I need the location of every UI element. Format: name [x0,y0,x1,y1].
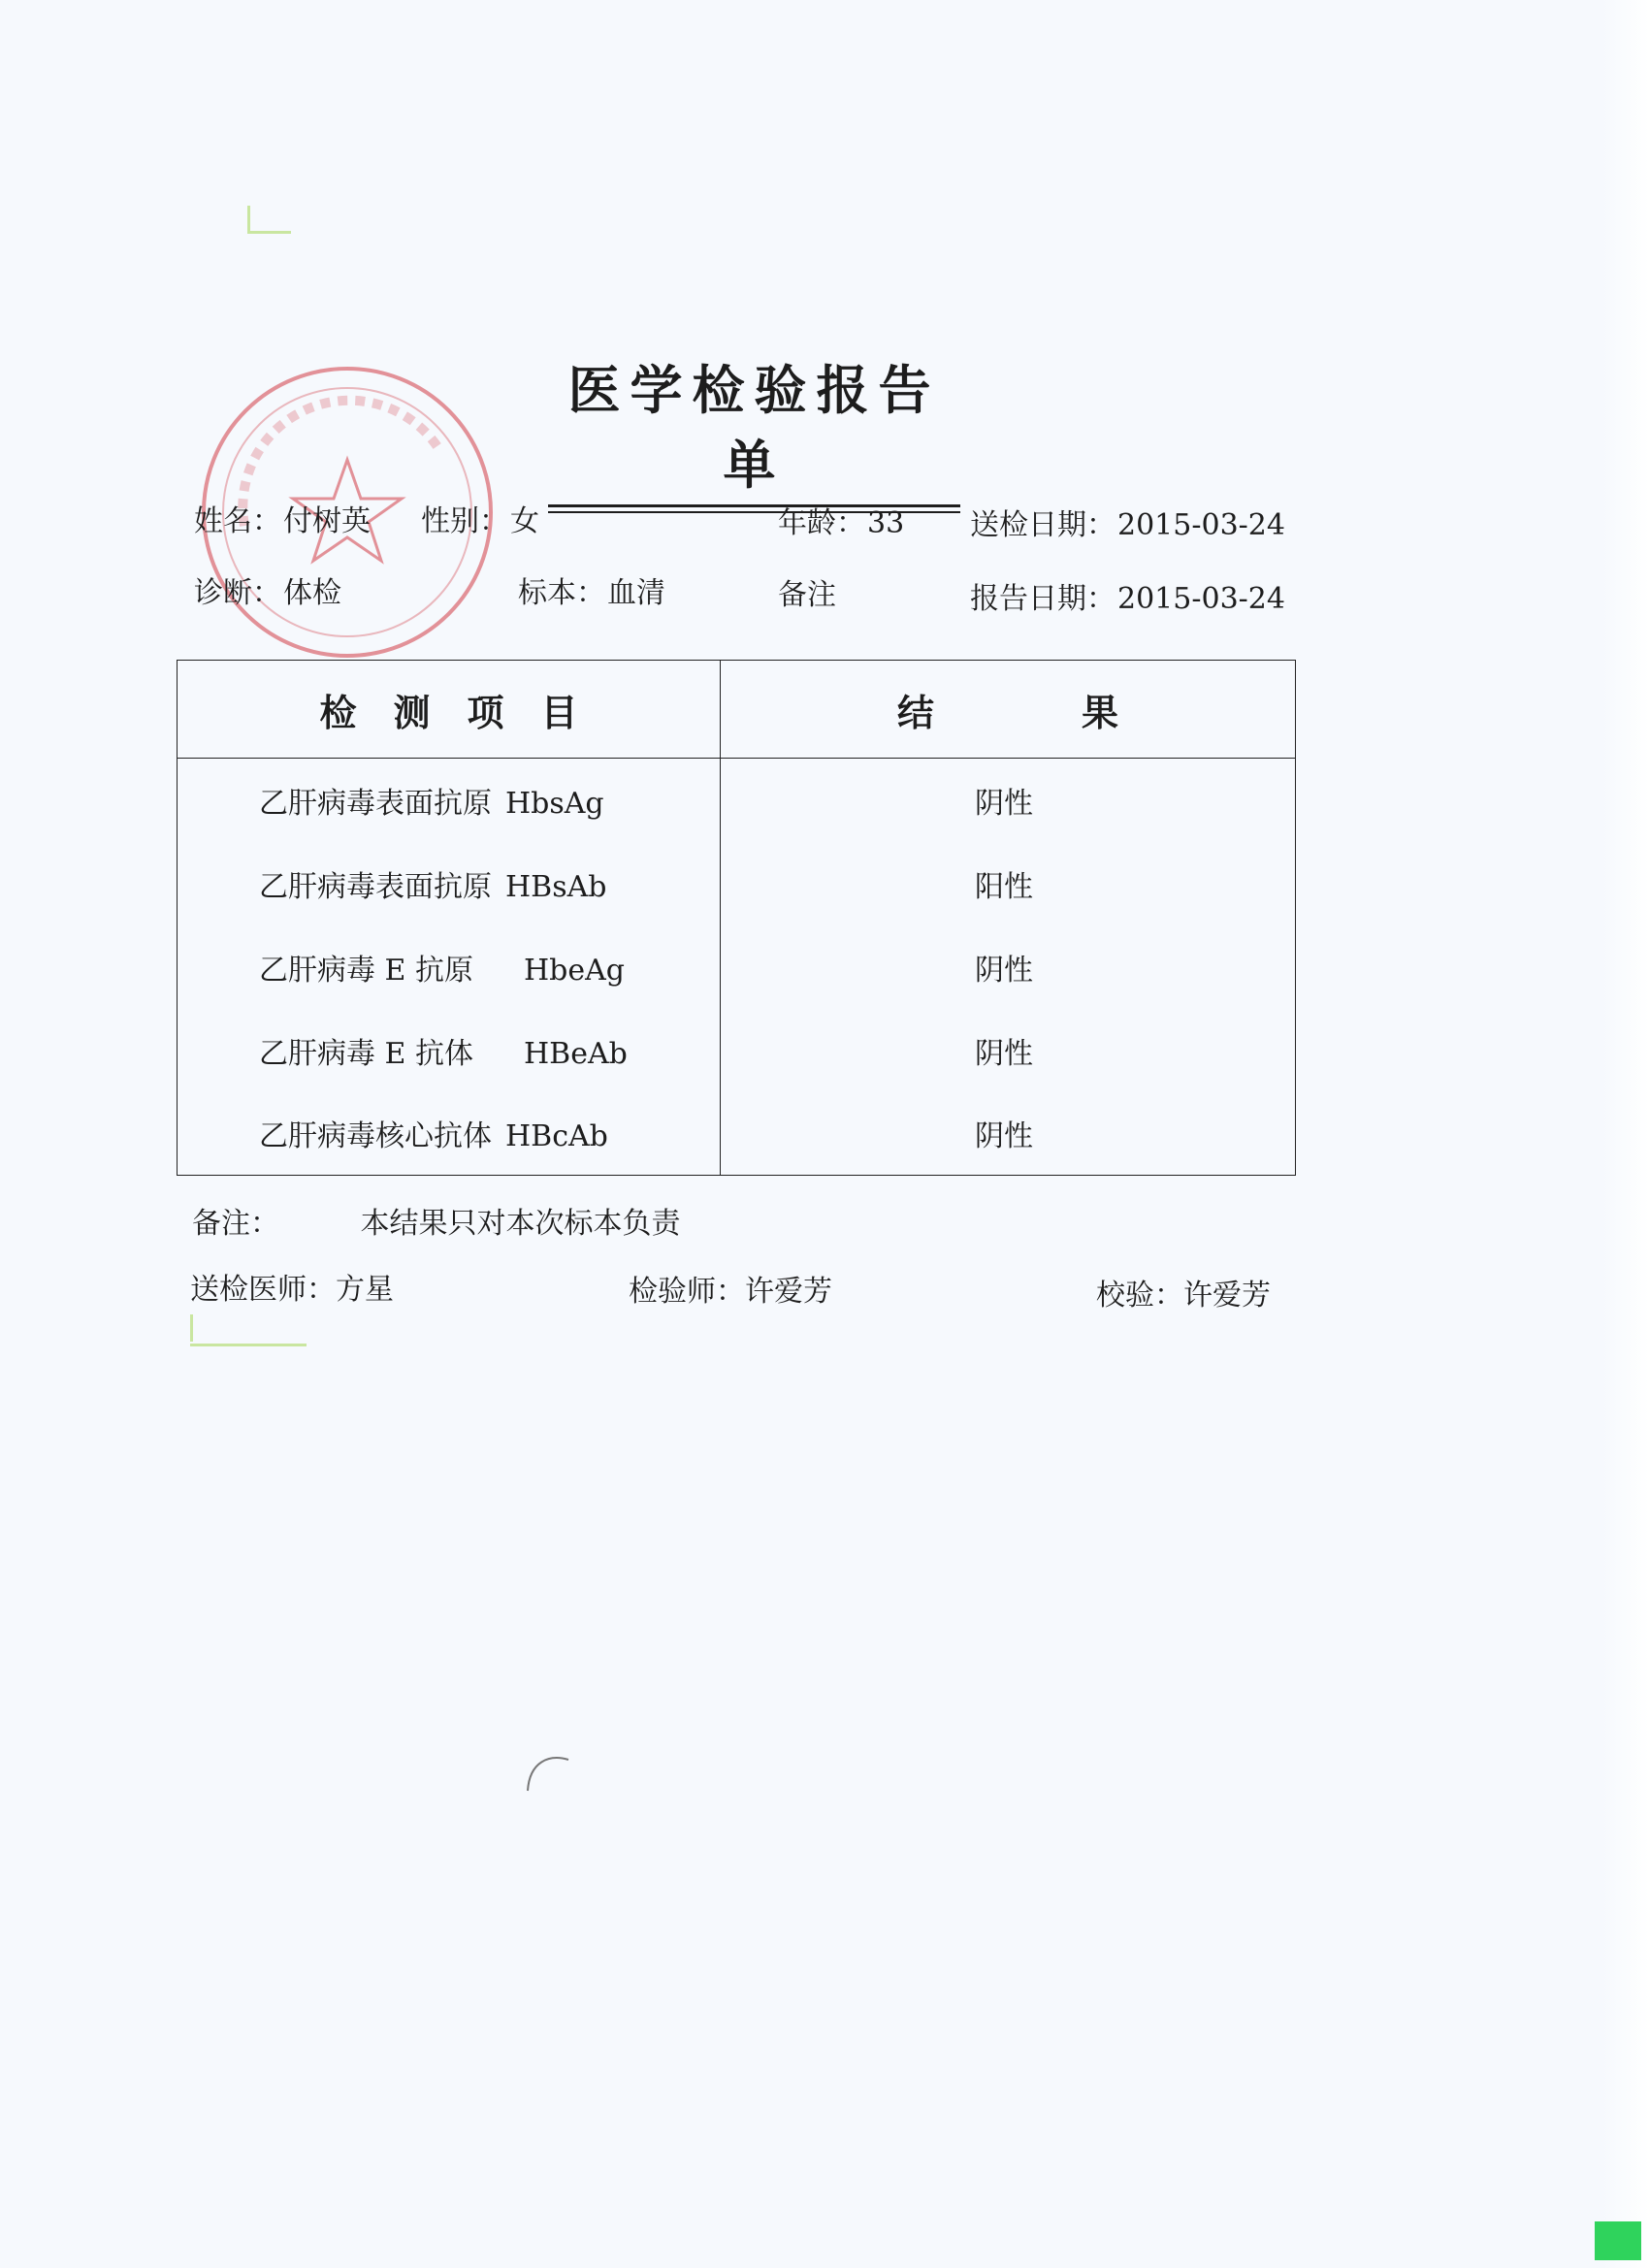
table-row [178,1092,1296,1176]
test-result: 阴性 [721,1009,1296,1092]
remark-label: 备注 [778,578,836,612]
test-abbr: HBsAb [505,869,607,904]
test-result: 阳性 [721,842,1296,925]
watermark-badge [1595,2221,1641,2260]
patient-age-field [778,499,904,541]
diagnosis-label: 诊断： [194,576,281,610]
report-title-block [548,349,960,513]
report-date: 2015-03-24 [1117,582,1285,616]
checker-label: 校验： [1096,1279,1183,1312]
patient-sex-label: 性别： [421,504,508,538]
test-item: 乙肝病毒表面抗原 HBsAb [178,842,721,925]
header-result: 结 果 [721,661,1296,759]
patient-name-label: 姓名： [194,504,281,538]
diagnosis: 体检 [283,576,341,610]
table-row [178,842,1296,925]
specimen-label: 标本： [518,576,605,610]
checker [1096,1271,1271,1313]
report-date-label: 报告日期： [970,582,1116,616]
table-header-row [178,661,1296,759]
test-item: 乙肝病毒表面抗原 HbsAg [178,759,721,842]
test-result: 阴性 [721,1092,1296,1176]
header-item: 检 测 项 目 [178,661,721,759]
send-date: 2015-03-24 [1117,508,1285,542]
remark-field [778,570,836,613]
scan-mark-bottom-v [190,1314,193,1342]
scan-edge [1602,0,1649,2268]
stray-pen-mark [520,1752,578,1800]
examiner-label: 检验师： [629,1275,745,1309]
patient-name: 付树英 [283,504,371,538]
results-table [177,660,1296,1176]
specimen-field [518,568,665,611]
examiner-name: 许爱芳 [745,1275,832,1309]
diagnosis-field [194,568,341,611]
test-item: 乙肝病毒核心抗体 HBcAb [178,1092,721,1176]
patient-age-label: 年龄： [778,506,865,540]
test-abbr: HBcAb [505,1119,608,1154]
table-row [178,925,1296,1009]
patient-name-field [194,497,371,539]
test-result: 阴性 [721,925,1296,1009]
test-abbr: HbsAg [505,786,604,821]
notes-text: 本结果只对本次标本负责 [360,1207,681,1241]
scan-mark-top-v [247,206,250,233]
scan-mark-bottom [190,1344,307,1346]
sender-label: 送检医师： [190,1273,336,1307]
sender-doctor [190,1265,394,1308]
test-item: 乙肝病毒 E 抗原 HbeAg [178,925,721,1009]
checker-name: 许爱芳 [1183,1279,1271,1312]
test-item: 乙肝病毒 E 抗体 HBeAb [178,1009,721,1092]
notes-label: 备注： [192,1207,279,1241]
table-row [178,1009,1296,1092]
scan-mark-top [247,231,291,234]
test-abbr: HBeAb [523,1036,628,1071]
test-result: 阴性 [721,759,1296,842]
specimen: 血清 [607,576,665,610]
report-date-field [970,574,1285,617]
examiner [629,1267,832,1310]
table-row [178,759,1296,842]
report-title: 医学检验报告单 [567,360,941,496]
patient-sex-field [421,497,539,539]
send-date-field [970,501,1285,543]
test-abbr: HbeAg [523,953,625,988]
patient-age: 33 [867,506,905,540]
send-date-label: 送检日期： [970,508,1116,542]
sender-name: 方星 [336,1273,394,1307]
notes [192,1199,681,1242]
patient-sex: 女 [510,504,539,538]
